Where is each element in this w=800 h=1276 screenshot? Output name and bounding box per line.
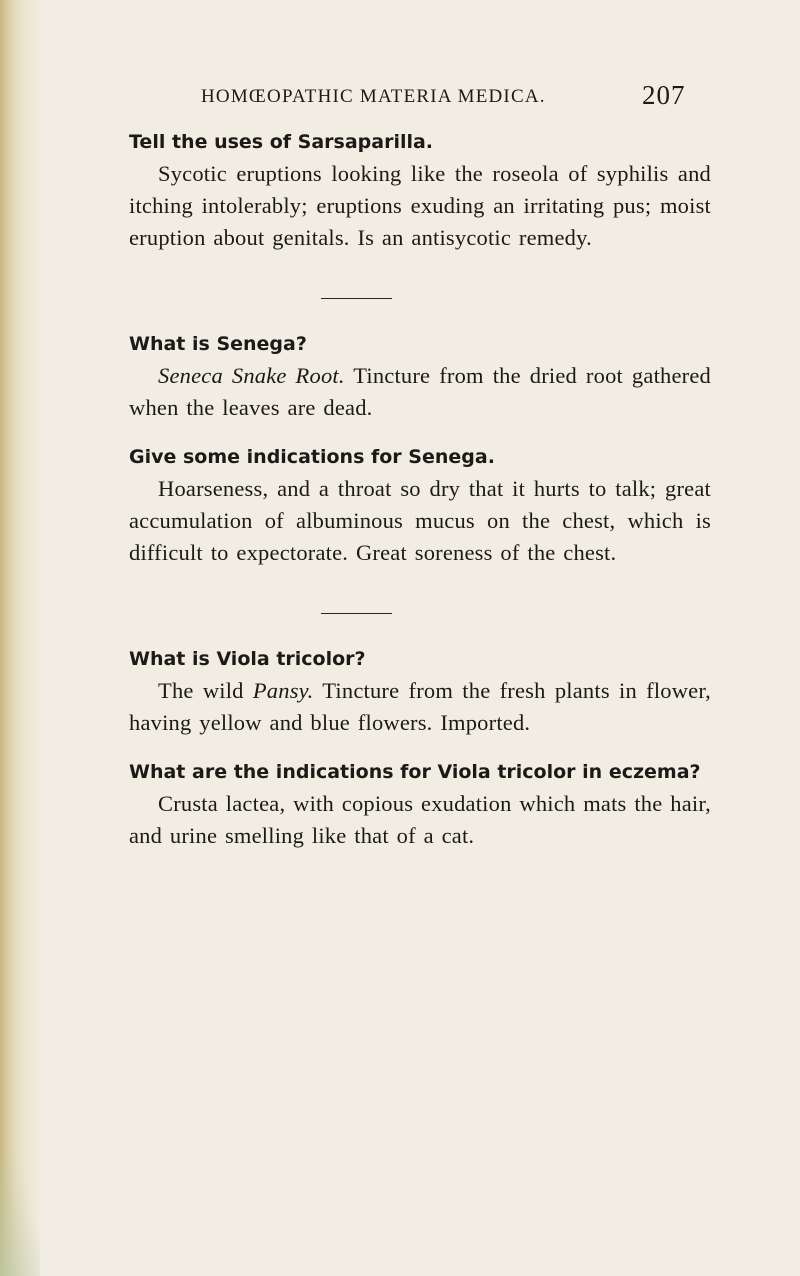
- question-viola-eczema: What are the indications for Viola tricolor in eczema?: [129, 761, 701, 783]
- answer-sarsaparilla-uses: Sycotic eruptions looking like the roseola of syphilis and itching intolerably; eruptions exuding an irritating pus; moist eruption about genitals. Is an antisycotic remedy.: [129, 161, 711, 250]
- question-viola-what: What is Viola tricolor?: [129, 648, 366, 670]
- section-divider: [129, 569, 711, 643]
- question-senega-what: What is Senega?: [129, 333, 307, 355]
- binding-stain: [0, 1156, 40, 1276]
- section-divider: [129, 254, 711, 328]
- answer-senega-rest: Tincture from the dried root gathered when the leaves are dead.: [129, 363, 711, 420]
- answer-viola-eczema: Crusta lactea, with copious exudation which mats the hair, and urine smelling like that of a cat.: [129, 791, 711, 848]
- running-head: [0, 80, 800, 114]
- answer-viola-rest: Tincture from the fresh plants in flower, having yellow and blue flowers. Imported.: [129, 678, 711, 735]
- divider-rule: [321, 613, 392, 614]
- binding-shadow: [0, 0, 42, 1276]
- answer-senega-indications: Hoarseness, and a throat so dry that it hurts to talk; great accumulation of albuminous mucus on the chest, which is difficult to expectorate. Great soreness of the chest.: [129, 476, 711, 565]
- running-title: HOMŒOPATHIC MATERIA MEDICA.: [201, 86, 546, 107]
- question-senega-indications: Give some indications for Senega.: [129, 446, 495, 468]
- answer-viola-prefix: The wild: [158, 678, 253, 703]
- answer-viola-italic: Pansy.: [252, 678, 314, 703]
- answer-senega-what: [129, 360, 711, 424]
- page-number: 207: [642, 80, 686, 110]
- question-sarsaparilla-uses: Tell the uses of Sarsaparilla.: [129, 131, 434, 153]
- answer-senega-italic: Seneca Snake Root.: [158, 363, 345, 388]
- divider-rule: [321, 298, 392, 299]
- answer-viola-what: [129, 675, 711, 739]
- page-body: [129, 126, 711, 852]
